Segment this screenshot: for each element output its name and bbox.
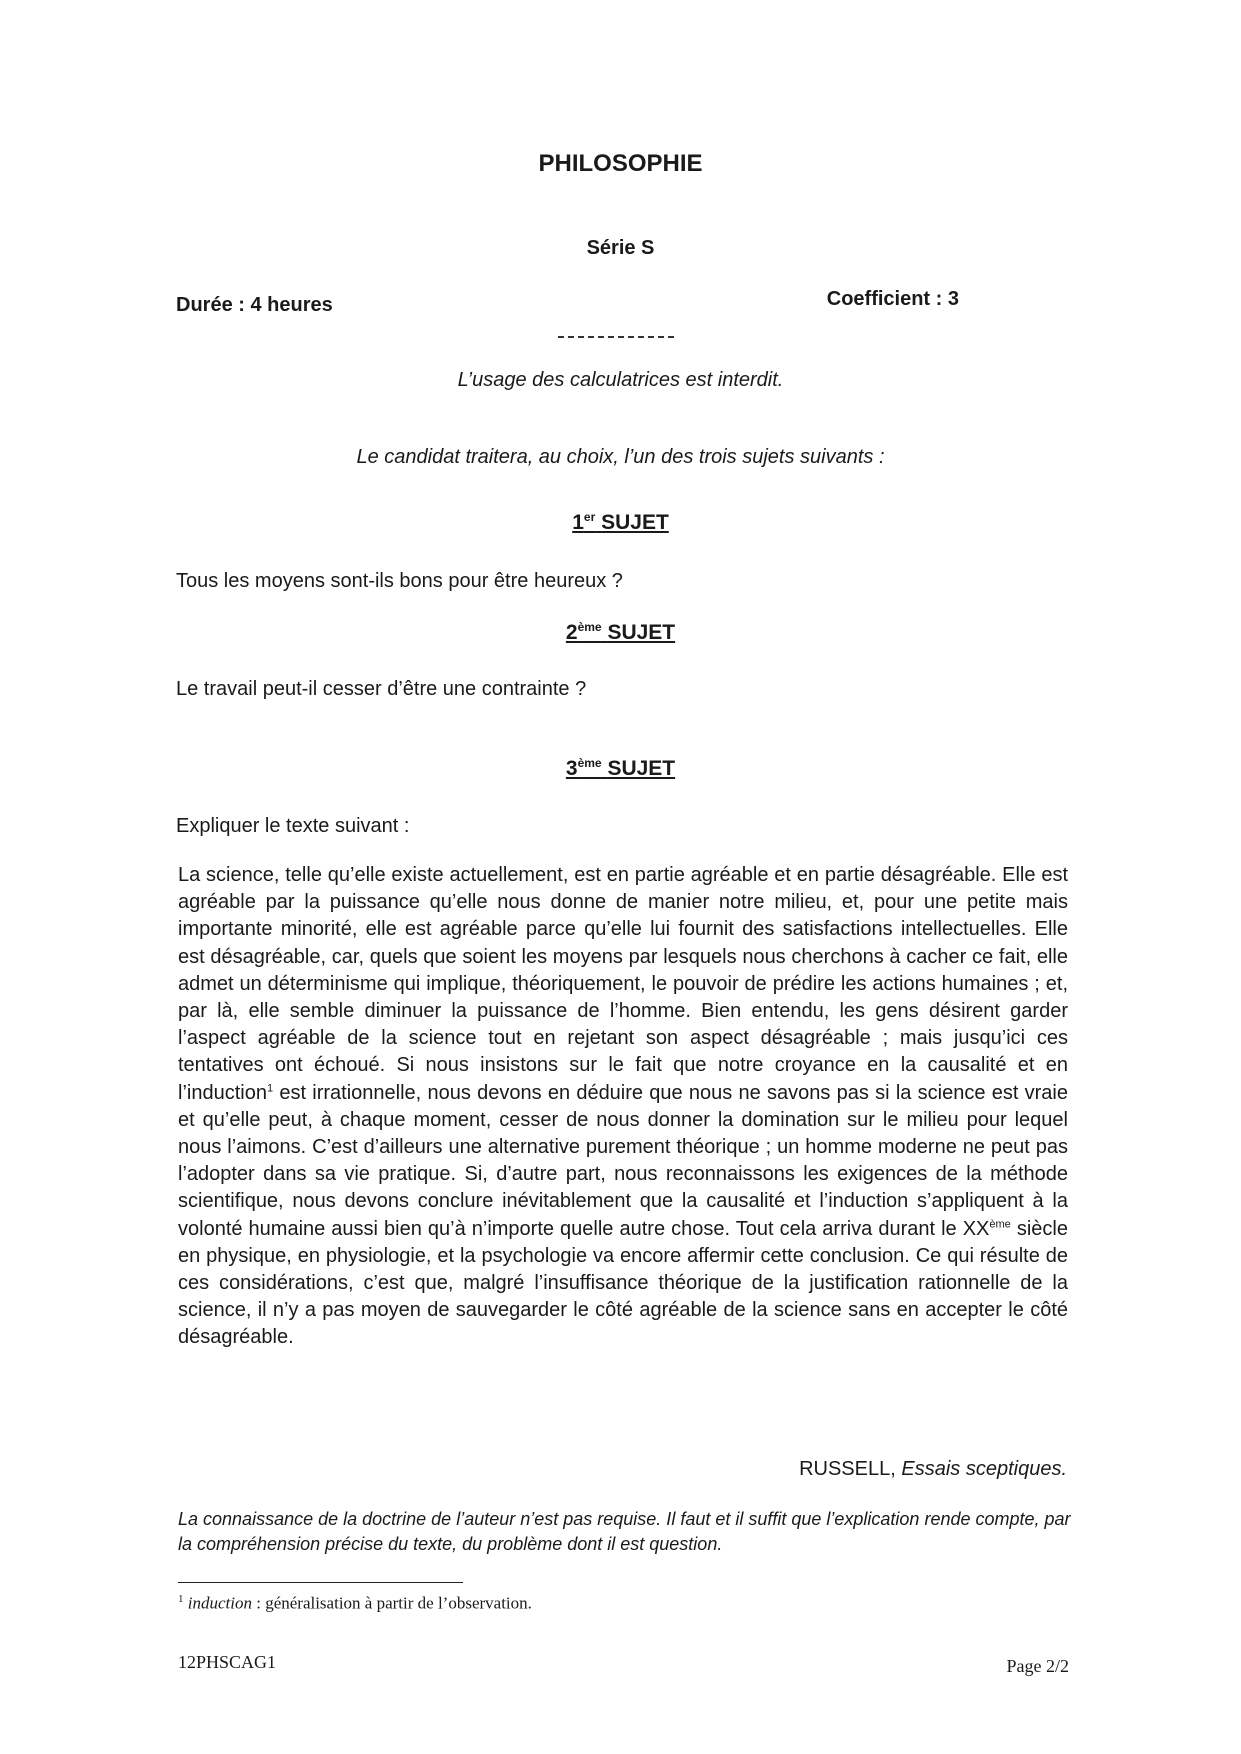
century-superscript: ème <box>989 1217 1011 1230</box>
text-part-1: La science, telle qu’elle existe actuellement, est en partie agréable et en partie désagréable. Elle est agréable par la puissance qu’elle nous donne de manier notre milieu, et, pour une petite mais importante minorité, elle est agréable parce qu’elle lui fournit des satisfactions intellectuelles. Elle est désagréable, car, quels que soient les moyens par lesquels nous cherchons à cacher ce fait, elle admet un déterminisme qui implique, théoriquement, le pouvoir de prédire les actions humaines ; et, par là, elle semble diminuer la puissance de l’homme. Bien entendu, les gens désirent garder l’aspect agréable de la science tout en rejetant son aspect désagréable ; mais jusqu’ici ces tentatives ont échoué. Si nous insistons sur le fait que notre croyance en la causalité et en l’induction <box>178 864 1068 1104</box>
calculator-instruction: L’usage des calculatrices est interdit. <box>457 369 784 391</box>
footnote-reference: 1 <box>266 1081 274 1094</box>
sujet-3-label: SUJET <box>607 757 676 780</box>
text-part-2: est irrationnelle, nous devons en déduire que nous ne savons pas si la science est vraie et qu’elle peut, à chaque moment, cesser de nous donner la domination sur le milieu pour lequel nous l’aimons. C’est d’ailleurs une alternative purement théorique ; un homme moderne ne peut pas l’adopter dans sa vie pratique. Si, d’autre part, nous reconnaissons les exigences de la méthode scientifique, nous devons conclure inévitablement que la causalité et l’induction s’appliquent à la volonté humaine aussi bien qu’à n’importe quelle autre chose. Tout cela arriva durant le XX <box>178 1081 1068 1240</box>
sujet-3-sup: ème <box>577 756 602 770</box>
sujet-2-heading <box>0 620 1241 645</box>
sujet-1-label: SUJET <box>601 511 669 534</box>
coefficient-label: Coefficient : 3 <box>826 288 959 310</box>
sujet-3-heading <box>0 756 1241 781</box>
sujet-1-num: 1 <box>572 511 584 534</box>
source-book: Essais sceptiques. <box>901 1458 1067 1480</box>
text-part-3: siècle en physique, en physiologie, et la psychologie va encore affermir cette conclusion. Ce qui résulte de ces considérations, c’est que, malgré l’insuffisance théorique de la justification rationnelle de la science, il n’y a pas moyen de sauvegarder le côté agréable de la science sans en accepter le côté désagréable. <box>178 1217 1068 1349</box>
page-title: PHILOSOPHIE <box>538 150 703 177</box>
serie-label: Série S <box>586 237 655 259</box>
exam-code: 12PHSCAG1 <box>178 1652 277 1672</box>
sujet-3-num: 3 <box>565 757 578 780</box>
sujet-2-num: 2 <box>565 621 578 644</box>
sujet-2-sup: ème <box>577 620 602 634</box>
duree-label: Durée : 4 heures <box>176 294 333 316</box>
footnote-number: 1 <box>178 1593 184 1605</box>
sujet-2-question: Le travail peut-il cesser d’être une contrainte ? <box>176 678 587 700</box>
footnote-definition: : généralisation à partir de l’observation. <box>251 1593 532 1613</box>
footnote-term: induction <box>187 1593 252 1613</box>
text-source <box>799 1458 1067 1481</box>
sujet-1-sup: er <box>583 510 596 524</box>
separator-line <box>558 336 674 338</box>
sujet-2-label: SUJET <box>607 621 676 644</box>
sujet-1-heading <box>0 510 1241 535</box>
footnote <box>178 1593 532 1614</box>
sujet-3-instruction: Expliquer le texte suivant : <box>176 815 410 837</box>
page-number: Page 2/2 <box>1006 1656 1069 1676</box>
russell-text <box>178 862 1068 1352</box>
sujet-1-question: Tous les moyens sont-ils bons pour être heureux ? <box>176 570 623 592</box>
explanation-note: La connaissance de la doctrine de l’auteur n’est pas requise. Il faut et il suffit que l’explication rende compte, par la compréhension précise du texte, du problème dont il est question. <box>178 1509 1071 1554</box>
choice-instruction: Le candidat traitera, au choix, l’un des trois sujets suivants : <box>356 446 885 468</box>
source-author: RUSSELL, <box>799 1458 896 1480</box>
footnote-rule <box>178 1582 463 1583</box>
